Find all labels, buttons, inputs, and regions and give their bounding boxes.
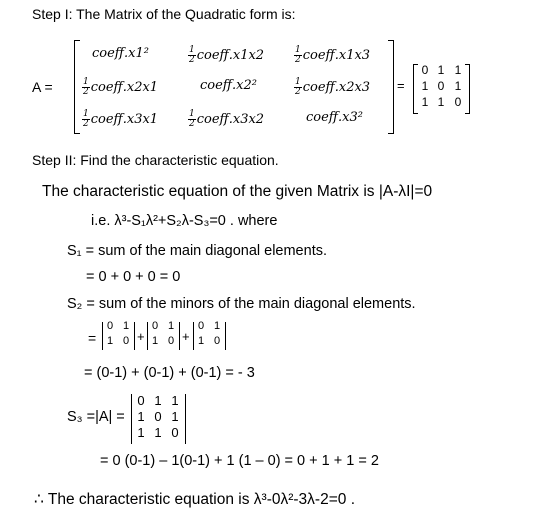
numeric-cell: 0 [421,63,429,77]
minors-equals: = [88,330,97,346]
minor-bar [179,322,180,350]
matrix-a-cell: $\frac{1}{2}$ coeff.x2x1 [83,77,159,97]
minor-cell: 0 [122,335,130,347]
matrix-a-cell: $\frac{1}{2}$ coeff.x3x1 [83,109,159,129]
minor-cell: 1 [106,335,114,347]
matrix-a-cell: $\frac{1}{2}$ coeff.x1x3 [295,45,371,65]
s2-value: = (0-1) + (0-1) + (0-1) = - 3 [84,365,255,381]
minor-bar [147,322,148,350]
s3-cell: 0 [171,425,179,440]
matrix-a-cell: coeff.x1² [92,46,149,61]
s3-cell: 1 [137,409,145,424]
minor-cell: 0 [151,320,159,332]
numeric-matrix-right-bracket [465,64,470,114]
s3-value: = 0 (0-1) – 1(0-1) + 1 (1 – 0) = 0 + 1 + 1 = 2 [100,453,379,469]
matrix-a-cell: $\frac{1}{2}$ coeff.x1x2 [189,45,265,65]
final-equation: ∴ The characteristic equation is λ³-0λ²-3λ-2=0 . [34,491,355,508]
s3-cell: 1 [137,425,145,440]
numeric-cell: 1 [454,79,462,93]
minor-cell: 1 [151,335,159,347]
numeric-cell: 1 [437,63,445,77]
numeric-cell: 0 [454,95,462,109]
minor-cell: 0 [106,320,114,332]
s3-det-bar [131,394,132,444]
minors-plus: + [137,329,145,344]
s3-cell: 0 [137,393,145,408]
numeric-cell: 1 [421,79,429,93]
s3-cell: 1 [154,393,162,408]
minor-cell: 0 [197,320,205,332]
ie-line: i.e. λ³-S₁λ²+S₂λ-S₃=0 . where [91,213,278,229]
minor-bar [193,322,194,350]
s1-definition: S₁ = sum of the main diagonal elements. [67,243,327,259]
s3-cell: 1 [171,393,179,408]
numeric-cell: 1 [421,95,429,109]
s1-value: = 0 + 0 + 0 = 0 [86,269,181,285]
minor-cell: 0 [213,335,221,347]
matrix-equals: = [397,78,405,93]
s2-definition: S₂ = sum of the minors of the main diagonal elements. [67,296,416,312]
minor-cell: 1 [197,335,205,347]
minor-cell: 0 [167,335,175,347]
matrix-a-cell: coeff.x2² [200,78,257,93]
matrix-a-left-bracket [74,40,80,134]
numeric-cell: 0 [437,79,445,93]
step2-title: Step II: Find the characteristic equation. [32,152,279,168]
matrix-a-cell: $\frac{1}{2}$ coeff.x2x3 [295,77,371,97]
matrix-a-cell: $\frac{1}{2}$ coeff.x3x2 [189,109,265,129]
matrix-a-cell: coeff.x3² [306,110,363,125]
step1-title: Step I: The Matrix of the Quadratic form is: [32,6,296,22]
minor-bar [102,322,103,350]
numeric-cell: 1 [437,95,445,109]
s3-cell: 1 [171,409,179,424]
minor-bar [134,322,135,350]
matrix-a-right-bracket [388,40,394,134]
numeric-cell: 1 [454,63,462,77]
minor-bar [225,322,226,350]
minor-cell: 1 [122,320,130,332]
minor-cell: 1 [167,320,175,332]
s3-det-bar [185,394,186,444]
s3-cell: 0 [154,409,162,424]
characteristic-line: The characteristic equation of the given Matrix is |A-λI|=0 [42,183,433,200]
s3-label: S₃ =|A| = [67,409,125,425]
minor-cell: 1 [213,320,221,332]
matrix-a-label: A = [32,79,53,95]
minors-plus: + [182,329,190,344]
s3-cell: 1 [154,425,162,440]
